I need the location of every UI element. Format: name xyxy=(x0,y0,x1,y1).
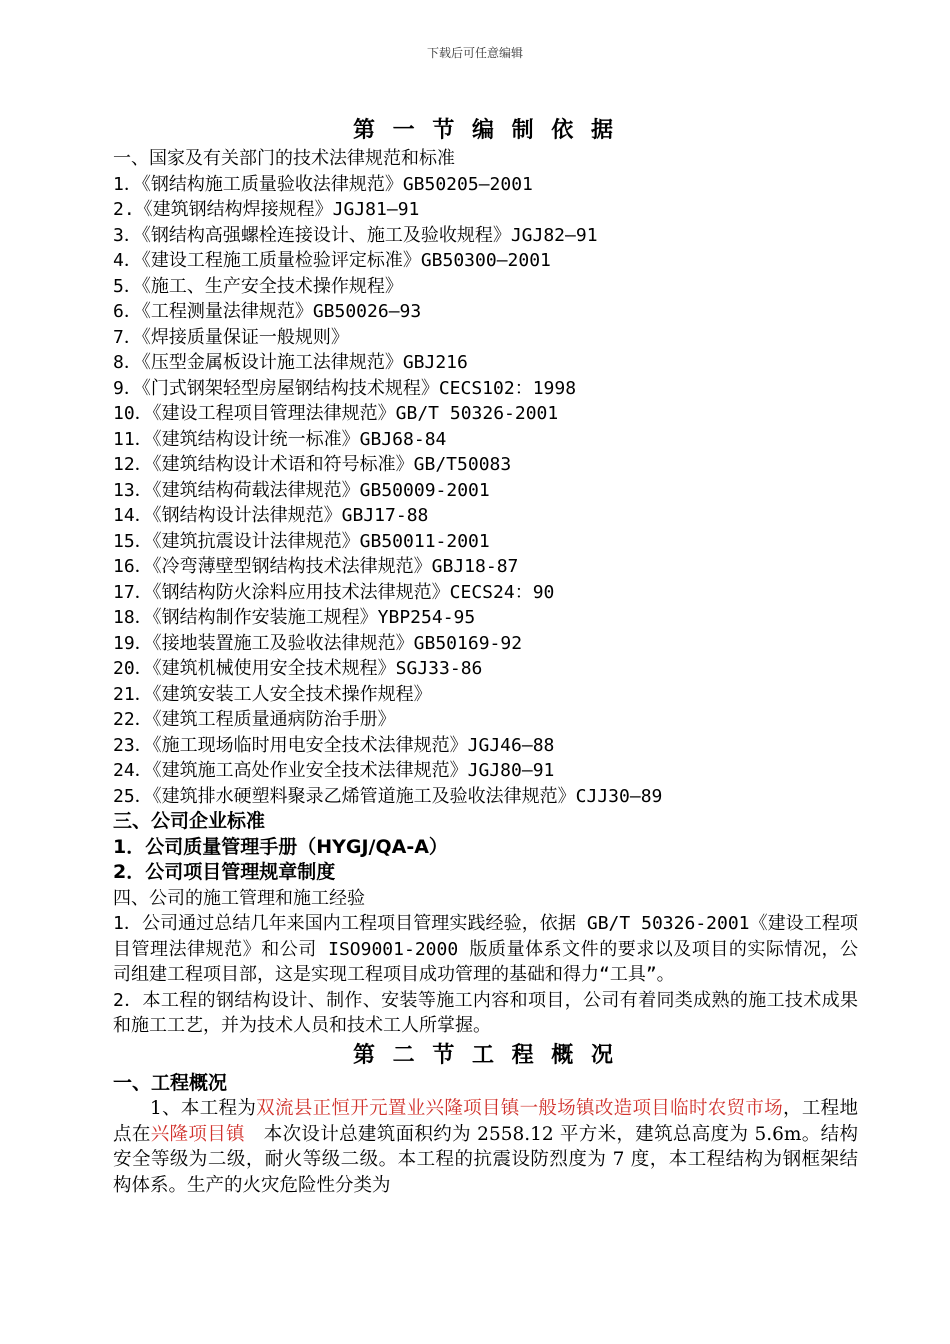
standard-item: 14．《钢结构设计法律规范》GBJ17-88 xyxy=(113,505,429,526)
overview-paragraph xyxy=(113,1096,858,1198)
standard-item: 8．《压型金属板设计施工法律规范》GBJ216 xyxy=(113,352,468,373)
standard-item: 18．《钢结构制作安装施工规程》YBP254-95 xyxy=(113,607,476,628)
standard-item: 17．《钢结构防火涂料应用技术法律规范》CECS24：90 xyxy=(113,581,555,603)
standard-item: 12．《建筑结构设计术语和符号标准》GB/T50083 xyxy=(113,454,512,475)
standard-item: 15．《建筑抗震设计法律规范》GB50011-2001 xyxy=(113,530,490,552)
standard-item: 22．《建筑工程质量通病防治手册》 xyxy=(113,709,396,730)
overview-rest: 本次设计总建筑面积约为 2558.12 平方米，建筑总高度为 5.6m。结构安全等级为二级，耐火等级二级。本工程的抗震设防烈度为 7 度，本工程结构为钢框架结构体系。生产的火灾危险性分类为 xyxy=(113,1123,858,1196)
standards-list xyxy=(113,172,858,810)
company-standards-heading: 三、公司企业标准 xyxy=(113,810,266,832)
project-name: 双流县正恒开元置业兴隆项目镇一般场镇改造项目临时农贸市场 xyxy=(256,1098,784,1119)
experience-paragraph: 1．公司通过总结几年来国内工程项目管理实践经验，依据 GB/T 50326-2001《建设工程项目管理法律规范》和公司 ISO9001-2000 版质量体系文件的要求以及项目的实际情况，公司组建工程项目部，这是实现工程项目成功管理的基础和得力“工具”。 xyxy=(113,913,858,985)
page-header: 下载后可任意编辑 xyxy=(426,46,523,60)
document-body xyxy=(113,116,858,1198)
standard-item: 16．《冷弯薄壁型钢结构技术法律规范》GBJ18-87 xyxy=(113,556,519,577)
section-1-title: 第 一 节 编 制 依 据 xyxy=(353,118,618,143)
standard-item: 6．《工程测量法律规范》GB50026—93 xyxy=(113,301,422,322)
section-2-title: 第 二 节 工 程 概 况 xyxy=(353,1042,618,1068)
standard-item: 24．《建筑施工高处作业安全技术法律规范》JGJ80—91 xyxy=(113,760,555,781)
project-location: 兴隆项目镇 xyxy=(150,1123,245,1145)
standard-item: 1．《钢结构施工质量验收法律规范》GB50205—2001 xyxy=(113,173,533,195)
location-label: ，工程地点在 xyxy=(113,1098,858,1145)
company-standard-item: 1．公司质量管理手册（HYGJ/QA-A） xyxy=(113,835,448,858)
standard-item: 2.《建筑钢结构焊接规程》JGJ81—91 xyxy=(113,199,420,220)
overview-prefix: 1、本工程为 xyxy=(150,1098,257,1119)
standard-item: 10．《建设工程项目管理法律规范》GB/T 50326-2001 xyxy=(113,403,559,424)
standard-item: 11．《建筑结构设计统一标准》GBJ68-84 xyxy=(113,428,447,450)
experience-heading: 四、公司的施工管理和施工经验 xyxy=(113,887,365,909)
overview-heading: 一、工程概况 xyxy=(113,1071,228,1094)
standard-item: 13．《建筑结构荷载法律规范》GB50009-2001 xyxy=(113,479,490,501)
standard-item: 3．《钢结构高强螺栓连接设计、施工及验收规程》JGJ82—91 xyxy=(113,224,598,246)
standard-item: 21．《建筑安装工人安全技术操作规程》 xyxy=(113,683,432,705)
standard-item: 5．《施工、生产安全技术操作规程》 xyxy=(113,275,403,297)
company-standard-item: 2．公司项目管理规章制度 xyxy=(113,861,336,883)
standard-item: 25．《建筑排水硬塑料聚录乙烯管道施工及验收法律规范》CJJ30—89 xyxy=(113,785,663,807)
national-standards-heading: 一、国家及有关部门的技术法律规范和标准 xyxy=(113,148,455,169)
standard-item: 7．《焊接质量保证一般规则》 xyxy=(113,326,349,348)
standard-item: 19．《接地装置施工及验收法律规范》GB50169-92 xyxy=(113,632,523,654)
standard-item: 9．《门式钢架轻型房屋钢结构技术规程》CECS102：1998 xyxy=(113,377,577,399)
standard-item: 20．《建筑机械使用安全技术规程》SGJ33-86 xyxy=(113,658,483,679)
standard-item: 4．《建设工程施工质量检验评定标准》GB50300—2001 xyxy=(113,250,551,271)
experience-paragraph: 2．本工程的钢结构设计、制作、安装等施工内容和项目，公司有着同类成熟的施工技术成果和施工工艺，并为技术人员和技术工人所掌握。 xyxy=(113,989,858,1036)
standard-item: 23．《施工现场临时用电安全技术法律规范》JGJ46—88 xyxy=(113,734,555,756)
